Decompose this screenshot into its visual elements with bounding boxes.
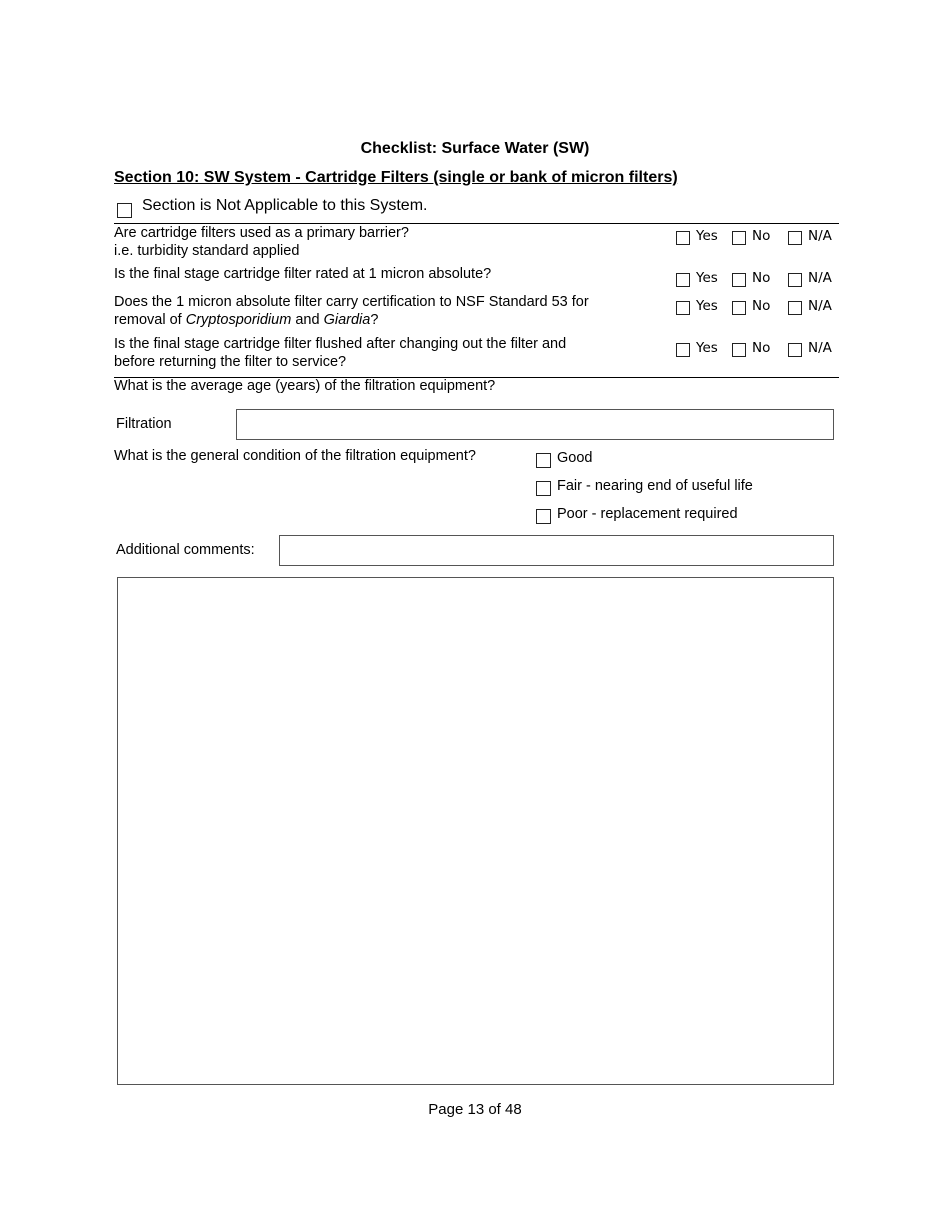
question-4	[114, 335, 566, 371]
q3-no-checkbox[interactable]	[732, 301, 746, 315]
condition-good-checkbox[interactable]	[536, 453, 551, 468]
cryptosporidium-text: Cryptosporidium	[185, 312, 292, 328]
q4-no-checkbox[interactable]	[732, 343, 746, 357]
q1-no-checkbox[interactable]	[732, 231, 746, 245]
question-4-line2: before returning the filter to service?	[114, 354, 347, 370]
q2-no-label: No	[752, 270, 771, 286]
q4-na-label: N/A	[808, 340, 832, 356]
q4-na-checkbox[interactable]	[788, 343, 802, 357]
question-2	[114, 265, 491, 283]
condition-poor-checkbox[interactable]	[536, 509, 551, 524]
question-3-text: removal of	[114, 312, 186, 328]
not-applicable-checkbox[interactable]	[117, 203, 132, 218]
q4-no-label: No	[752, 340, 771, 356]
q2-na-checkbox[interactable]	[788, 273, 802, 287]
q1-na-checkbox[interactable]	[788, 231, 802, 245]
q3-na-checkbox[interactable]	[788, 301, 802, 315]
giardia-text: Giardia	[323, 312, 371, 328]
condition-fair-label: Fair - nearing end of useful life	[557, 478, 753, 494]
q4-yes-label: Yes	[696, 340, 718, 356]
q1-yes-label: Yes	[696, 228, 718, 244]
q1-yes-checkbox[interactable]	[676, 231, 690, 245]
question-3-end-text: ?	[370, 312, 379, 328]
q1-na-label: N/A	[808, 228, 832, 244]
q3-na-label: N/A	[808, 298, 832, 314]
question-3	[114, 293, 589, 329]
condition-fair-checkbox[interactable]	[536, 481, 551, 496]
q2-no-checkbox[interactable]	[732, 273, 746, 287]
filtration-label: Filtration	[116, 416, 172, 432]
question-1	[114, 224, 409, 260]
comments-field[interactable]	[279, 535, 834, 566]
page-title: Checklist: Surface Water (SW)	[360, 140, 590, 157]
q3-yes-checkbox[interactable]	[676, 301, 690, 315]
not-applicable-label: Section is Not Applicable to this System.	[142, 197, 428, 214]
condition-poor-label: Poor - replacement required	[557, 506, 738, 522]
age-question: What is the average age (years) of the filtration equipment?	[114, 378, 496, 394]
question-3-and-text: and	[291, 312, 324, 328]
question-3-line2	[114, 311, 589, 329]
comments-label: Additional comments:	[116, 542, 255, 558]
question-4-line1: Is the final stage cartridge filter flushed after changing out the filter and	[114, 336, 567, 352]
condition-question: What is the general condition of the filtration equipment?	[114, 448, 476, 464]
page-number: Page 13 of 48	[428, 1101, 522, 1118]
question-3-line1: Does the 1 micron absolute filter carry certification to NSF Standard 53 for	[114, 294, 589, 310]
q1-no-label: No	[752, 228, 771, 244]
q3-yes-label: Yes	[696, 298, 718, 314]
question-1-line2: i.e. turbidity standard applied	[114, 243, 300, 259]
comments-textarea[interactable]	[117, 577, 834, 1085]
q3-no-label: No	[752, 298, 771, 314]
q2-yes-checkbox[interactable]	[676, 273, 690, 287]
question-1-line1: Are cartridge filters used as a primary barrier?	[114, 225, 409, 241]
q2-na-label: N/A	[808, 270, 832, 286]
q4-yes-checkbox[interactable]	[676, 343, 690, 357]
q2-yes-label: Yes	[696, 270, 718, 286]
section-heading: Section 10: SW System - Cartridge Filters (single or bank of micron filters)	[114, 169, 678, 186]
filtration-age-field[interactable]	[236, 409, 834, 440]
question-2-line1: Is the final stage cartridge filter rated at 1 micron absolute?	[114, 266, 492, 282]
condition-good-label: Good	[557, 450, 593, 466]
